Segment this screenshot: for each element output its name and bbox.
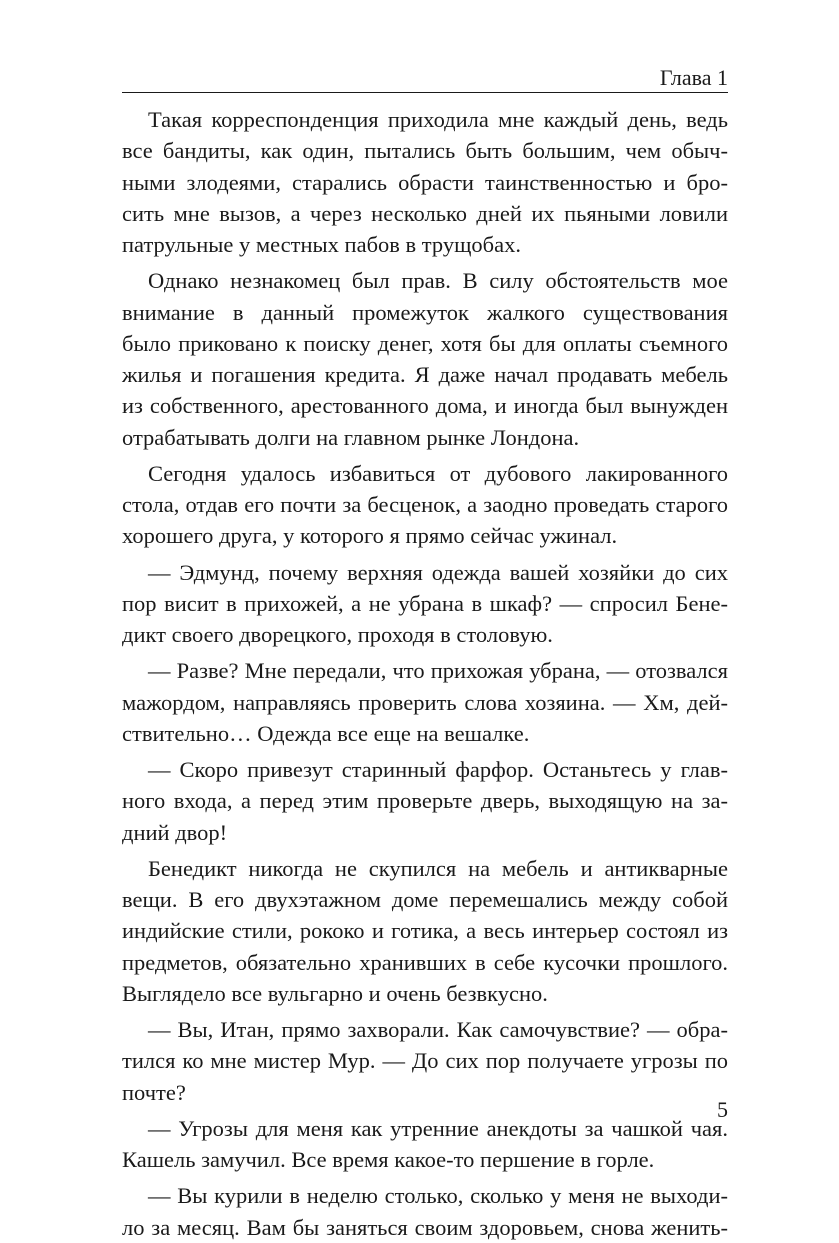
text-line: предметов, обязательно хранивших в себе кусочки прошлого. <box>122 949 728 975</box>
chapter-title: Глава 1 <box>659 65 728 90</box>
text-line: — Угрозы для меня как утренние анекдоты за чашкой чая. <box>148 1115 728 1141</box>
text-line: ного входа, а перед этим проверьте дверь, выходящую на за- <box>122 788 728 814</box>
body-text <box>122 104 728 1243</box>
text-line: отрабатывать долги на главном рынке Лондона. <box>122 424 580 450</box>
text-line: — Вы курили в неделю столько, сколько у меня не выходи- <box>148 1183 728 1209</box>
text-line: — Вы, Итан, прямо захворали. Как самочувствие? — обра- <box>148 1017 728 1042</box>
text-line: сить мне вызов, а через несколько дней их пьяными ловили <box>122 200 728 226</box>
text-line: жилья и погашения кредита. Я даже начал продавать мебель <box>122 362 728 387</box>
page-number: 5 <box>717 1097 728 1122</box>
text-line: ствительно… Одежда все еще на вешалке. <box>122 720 530 746</box>
text-line: дикт своего дворецкого, проходя в столовую. <box>122 622 553 647</box>
text-line: мажордом, направляясь проверить слова хозяина. — Хм, дей- <box>122 689 728 715</box>
text-line: Кашель замучил. Все время какое-то першение в горле. <box>122 1147 655 1172</box>
text-line: Выглядело все вульгарно и очень безвкусно. <box>122 980 548 1006</box>
text-line: стола, отдав его почти за бесценок, а заодно проведать старого <box>122 492 728 517</box>
text-line: почте? <box>122 1079 186 1105</box>
text-line: — Скоро привезут старинный фарфор. Останьтесь у глав- <box>148 757 728 782</box>
text-line: ло за месяц. Вам бы заняться своим здоровьем, снова женить- <box>122 1214 728 1240</box>
text-line: Сегодня удалось избавиться от дубового лакированного <box>148 460 728 486</box>
text-line: Бенедикт никогда не скупился на мебель и антикварные <box>148 855 728 881</box>
running-head <box>122 64 728 93</box>
text-line: дний двор! <box>122 819 228 845</box>
text-line: все бандиты, как один, пытались быть большим, чем обыч- <box>122 138 728 164</box>
text-line: Такая корреспонденция приходила мне каждый день, ведь <box>148 107 728 132</box>
text-line: вещи. В его двухэтажном доме перемешались между собой <box>122 887 728 912</box>
text-line: — Разве? Мне передали, что прихожая убрана, — отозвался <box>148 658 728 684</box>
text-line: патрульные у местных пабов в трущобах. <box>122 232 521 257</box>
text-line: Однако незнакомец был прав. В силу обстоятельств мое <box>148 268 728 294</box>
text-line: ными злодеями, старались обрасти таинственностью и бро- <box>122 169 728 195</box>
text-line: внимание в данный промежуток жалкого существования <box>122 299 728 325</box>
text-line: хорошего друга, у которого я прямо сейчас ужинал. <box>122 523 618 549</box>
text-line: из собственного, арестованного дома, и иногда был вынужден <box>122 393 728 419</box>
text-line: было приковано к поиску денег, хотя бы для оплаты съемного <box>122 330 728 356</box>
text-line: индийские стили, рококо и готика, а весь интерьер состоял из <box>122 918 728 944</box>
text-line: — Эдмунд, почему верхняя одежда вашей хозяйки до сих <box>148 559 728 585</box>
text-line: тился ко мне мистер Мур. — До сих пор получаете угрозы по <box>122 1048 728 1074</box>
text-line: пор висит в прихожей, а не убрана в шкаф? — спросил Бене- <box>122 590 728 616</box>
